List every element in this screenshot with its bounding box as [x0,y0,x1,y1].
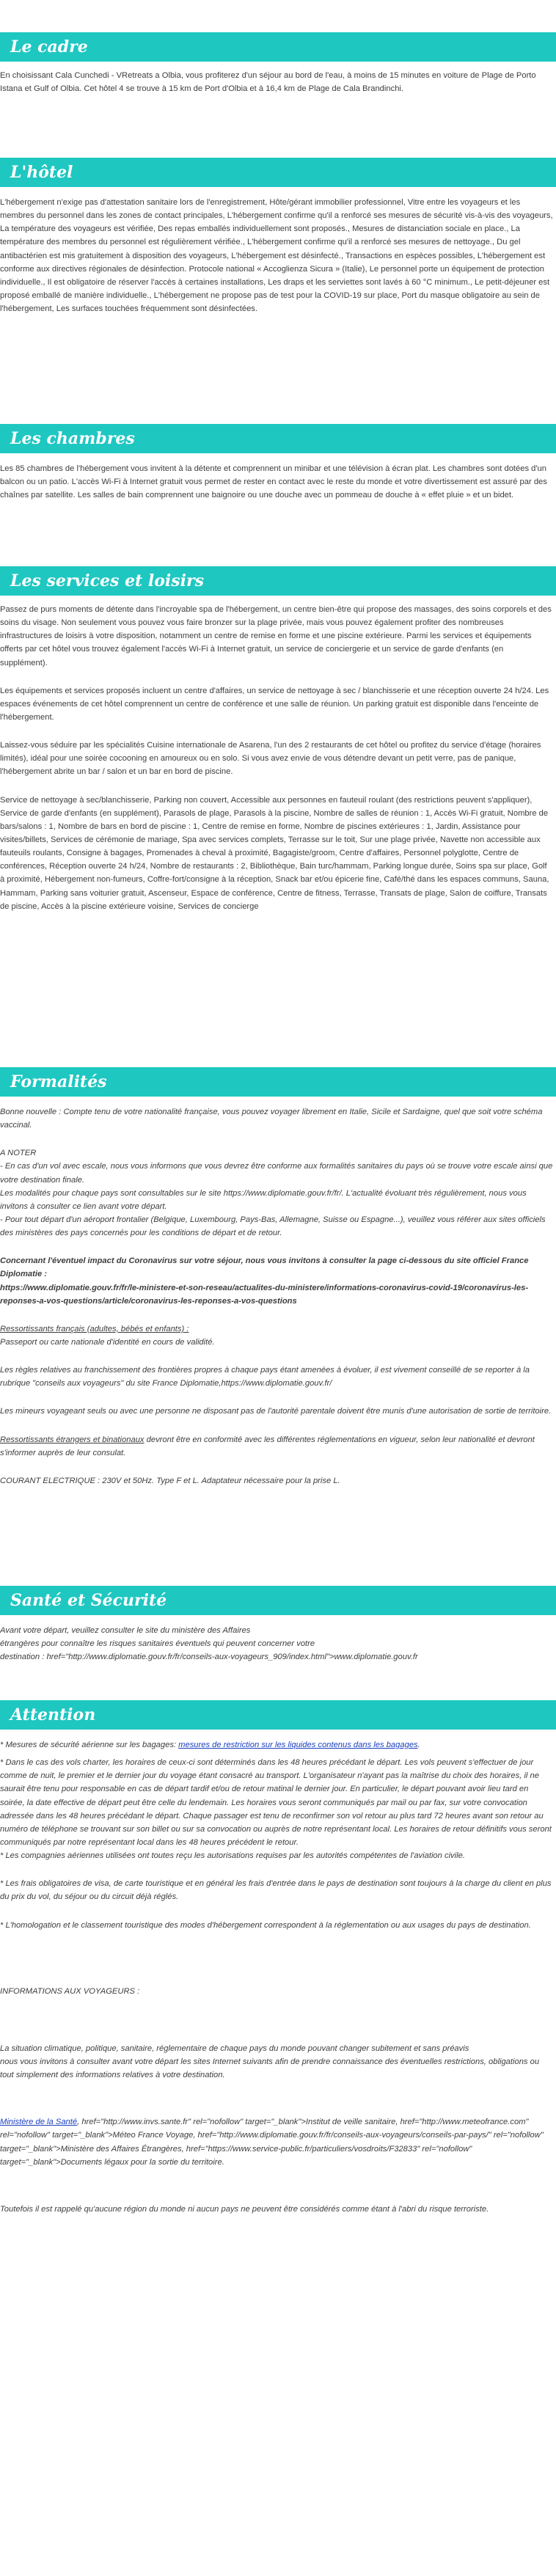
attention-charter: * Dans le cas des vols charter, les horaires de ceux-ci sont déterminés dans les 48 heures précédant le départ. Les vols peuvent s'effectuer de jour comme de nuit, le premier et le dernier jour du voyage étant consacré au transport. L'organisateur n'ayant pas la maîtrise du choix des horaires, il ne saurait être tenu pour responsable en cas de départ tardif et/ou de retour matinal le dernier jour. En particulier, le départ pouvant avoir lieu tard en soirée, la date effective de départ peut être celle du lendemain. Les horaires vous seront communiqués par mail ou par fax, sur votre convocation adressée dans les 48 heures précédant le départ. Chaque passager est tenu de reconfirmer son vol retour au plus tard 72 heures avant son retour au numéro de téléphone se trouvant sur son billet ou sur sa convocation ou auprès de notre représentant local. Les horaires de retour définitifs vous seront communiqués par notre représentant local dans les 48 heures précédent le retour. * Les compagnies aériennes utilisées ont toutes reçu les autorisations requises par les autorités compétentes de l'aviation civile. [0,1758,552,1861]
section-title-chambres: Les chambres [10,429,135,448]
formalites-foreigners-text: devront être en conformité avec les différentes réglementations en vigueur, selon leur nationalité et devront s'informer auprès de leur consulat. [0,1435,535,1457]
attention-info-heading: INFORMATIONS AUX VOYAGEURS : [0,1986,140,1996]
formalites-note: A NOTER - En cas d'un vol avec escale, nous vous informons que vous devrez être conforme aux formalités sanitaires du pays où se trouve votre escale ainsi que votre destination finale. Les modalités pour chaque pays sont consultables sur le site https://www.diplomatie.gouv.fr/fr/. L'actualité évoluant très régulièrement, nous vous invitons à consulter ce lien avant votre départ. - Pour tout départ d'un aéroport frontalier (Belgique, Luxembourg, Pays-Bas, Allemagne, Suisse ou Espagne...), veuillez vous référer aux sites officiels des ministères des pays concernés pour les conditions de départ et de retour. [0,1149,553,1238]
formalites-paragraph: Les mineurs voyageant seuls ou avec une personne ne disposant pas de l'autorité parentale doivent être munis d'une autorisation de sortie de territoire. [0,1407,552,1416]
attention-baggage-prefix: * Mesures de sécurité aérienne sur les bagages: [0,1741,179,1749]
formalites-foreigners-label: Ressortissants étrangers et binationaux [0,1435,145,1444]
section-title-cadre: Le cadre [10,37,88,56]
attention-links-text: , href="http://www.invs.sante.fr" rel="nofollow" target="_blank">Institut de veille sanitaire, href="http://www.meteofrance.com" rel="nofollow" target="_blank">Méteo France Voyage, href="http://www.diplomatie.gouv.fr/fr/conseils-aux-voyageurs/conseils-par-pays/" rel="nofollow" target="_blank">Ministère des Affaires Étrangères, href="https://www.service-public.fr/particuliers/vosdroits/F32833" rel="nofollow" target="_blank">Documents légaux pour la sortie du territoire. [0,2118,544,2167]
services-paragraph: Laissez-vous séduire par les spécialités Cuisine internationale de Asarena, l'un des 2 restaurants de cet hôtel ou profitez du service d'étage (horaires limités), idéal pour une soirée cocooning en amoureux ou en solo. Si vous avez envie de vous détendre devant un petit verre, pas de panique, l'hébergement abrite un bar / salon et un bar en bord de piscine. [0,741,541,777]
formalites-documents-text: Passeport ou carte nationale d'identité en cours de validité. [0,1337,215,1347]
attention-links [0,2115,553,2169]
hotel-text: L'hébergement n'exige pas d'attestation sanitaire lors de l'enregistrement, Hôte/gérant immobilier professionnel, Vitre entre les voyageurs et les membres du personnel dans les zones de contact principales, L'hébergement confirme qu'il a renforcé ses mesures de sécurité vis-à-vis des voyageurs, La température des voyageurs est vérifiée, Des repas emballés individuellement sont proposés., Mesures de distanciation sociale en place., La température des membres du personnel est régulièrement vérifiée., L'hébergement confirme qu'il a renforcé ses mesures de nettoyage., Du gel antibactérien est mis gratuitement à disposition des voyageurs, L'hébergement est désinfecté., Transactions en espèces possibles, L'hébergement est conforme aux directives régionales de désinfection. Protocole national « Accoglienza Sicura » (Italie), Le personnel porte un équipement de protection individuelle., Il est obligatoire de réserver l'accès à certaines installations, Les draps et les serviettes sont lavés à 60 °C minimum., Le petit-déjeuner est proposé emballé de manière individuelle., L'hébergement ne propose pas de test pour la COVID-19 sur place, Port du masque obligatoire au sein de l'hébergement, Les surfaces touchées fréquemment sont désinfectées. [0,198,553,314]
formalites-documents-label: Ressortissants français (adultes, bébés et enfants) : [0,1324,189,1333]
formalites-foreigners [0,1433,553,1460]
attention-terrorism: Toutefois il est rappelé qu'aucune région du monde ni aucun pays ne peuvent être considérés comme étant à l'abri du risque terroriste. [0,2204,489,2214]
section-title-hotel: L'hôtel [10,163,73,182]
attention-situation: La situation climatique, politique, sanitaire, réglementaire de chaque pays du monde pouvant changer subitement et sans préavis nous vous invitons à consulter avant votre départ les sites Internet suivants afin de prendre connaissance des éventuelles restrictions, obligations ou tout simplement des informations relatives à votre destination. [0,2043,540,2080]
section-header-hotel [0,158,556,187]
section-body-services [0,603,553,918]
liquid-restrictions-link[interactable]: mesures de restriction sur les liquides contenus dans les bagages [178,1741,418,1749]
cadre-text: En choisissant Cala Cunchedi - VRetreats a Olbia, vous profiterez d'un séjour au bord de l'eau, à moins de 15 minutes en voiture de Plage de Porto Istana et Gulf of Olbia. Cet hôtel 4 se trouve à 15 km de Port d'Olbia et à 16,4 km de Plage de Cala Brandinchi. [0,71,536,94]
section-header-chambres [0,424,556,453]
section-body-attention [0,1738,553,2220]
services-amenities-list: Service de nettoyage à sec/blanchisserie, Parking non couvert, Accessible aux personnes en fauteuil roulant (des restrictions peuvent s'appliquer), Service de garde d'enfants (en supplément), Parasols de plage, Parasols à la piscine, Nombre de salles de réunion : 1, Accès Wi-Fi gratuit, Nombre de bars/salons : 1, Nombre de bars en bord de piscine : 1, Centre de remise en forme, Nombre de piscines extérieures : 1, Jardin, Assistance pour visites/billets, Services de cérémonie de mariage, Spa avec services complets, Terrasse sur le toit, Sur une plage privée, Navette non accessible aux fauteuils roulants, Consigne à bagages, Promenades à cheval à proximité, Bagagiste/groom, Centre d'affaires, Personnel polyglotte, Centre de conférences, Réception ouverte 24 h/24, Nombre de restaurants : 2, Bibliothèque, Bain turc/hammam, Parking longue durée, Soins spa sur place, Golf à proximité, Hébergement non-fumeurs, Coffre-fort/consigne à la réception, Snack bar et/ou épicerie fine, Café/thé dans les espaces communs, Sauna, Hammam, Parking sans voiturier gratuit, Ascenseur, Espace de conférence, Centre de fitness, Terrasse, Transats de plage, Salon de coiffure, Transats de piscine, Accès à la piscine extérieure voisine, Services de concierge [0,795,549,911]
section-body-sante [0,1624,553,1668]
section-title-formalites: Formalités [10,1072,107,1091]
section-header-formalites [0,1067,556,1097]
services-paragraph: Passez de purs moments de détente dans l'incroyable spa de l'hébergement, un centre bien-être qui propose des massages, des soins corporels et des soins du visage. Non seulement vous pouvez vous faire bronzer sur la plage privée, mais vous pouvez également profiter des nombreuses infrastructures de loisirs à votre disposition, notamment un centre de remise en forme et une piscine extérieure. Parmi les services et équipements offerts par cet hôtel vous trouvez également l'accès Wi-Fi à Internet gratuit, un service de conciergerie et un service de garde d'enfants (en supplément). [0,605,552,667]
section-body-chambres [0,462,553,506]
section-header-services [0,566,556,596]
section-body-formalites [0,1105,553,1492]
ministere-sante-link[interactable]: Ministère de la Santé [0,2118,78,2127]
attention-baggage [0,1738,553,1752]
formalites-documents [0,1322,553,1349]
section-body-hotel [0,196,553,320]
formalites-paragraph: Les règles relatives au franchissement des frontières propres à chaque pays étant amenées à évoluer, il est vivement conseillé de se reporter à la rubrique "conseils aux voyageurs" du site France Diplomatie,https://www.diplomatie.gouv.fr/ [0,1366,530,1388]
chambres-text: Les 85 chambres de l'hébergement vous invitent à la détente et comprennent un minibar et une télévision à écran plat. Les chambres sont dotées d'un balcon ou un patio. L'accès Wi-Fi à Internet gratuit vous permet de rester en contact avec le reste du monde et votre divertissement est assuré par des chaînes par satellite. Les salles de bain comprennent une baignoire ou une douche avec un pommeau de douche à « effet pluie » et un bidet. [0,464,547,500]
section-title-attention: Attention [10,1705,96,1724]
attention-baggage-suffix: . [417,1741,420,1749]
section-header-cadre [0,32,556,62]
section-header-sante [0,1586,556,1615]
section-body-cadre [0,69,553,100]
formalites-paragraph: Bonne nouvelle : Compte tenu de votre nationalité française, vous pouvez voyager librement en Italie, Sicile et Sardaigne, quel que soit votre schéma vaccinal. [0,1108,543,1130]
attention-homologation: * L'homologation et le classement touristique des modes d'hébergement correspondent à la réglementation ou aux usages du pays de destination. [0,1920,531,1930]
formalites-electric: COURANT ELECTRIQUE : 230V et 50Hz. Type F et L. Adaptateur nécessaire pour la prise L. [0,1476,340,1485]
section-title-services: Les services et loisirs [10,571,204,590]
attention-visa: * Les frais obligatoires de visa, de carte touristique et en général les frais d'entrée dans le pays de destination sont toujours à la charge du client en plus du prix du vol, du séjour ou du circuit déjà réglés. [0,1879,552,1902]
sante-text: Avant votre départ, veuillez consulter le site du ministère des Affaires étrangères pour connaître les risques sanitaires éventuels qui peuvent concerner votre destination : href="http://www.diplomatie.gouv.fr/fr/conseils-aux-voyageurs_909/index.html">www.diplomatie.gouv.fr [0,1626,418,1662]
formalites-coronavirus-link[interactable]: Concernant l'éventuel impact du Coronavirus sur votre séjour, nous vous invitons à consulter la page ci-dessous du site officiel France Diplomatie : https://www.diplomatie.gouv.fr/fr/le-ministere-et-son-reseau/actualites-du-ministere/informations-coronavirus-covid-19/coronavirus-les-reponses-a-vos-questions/article/coronavirus-les-reponses-a-vos-questions [0,1256,529,1306]
section-header-attention [0,1700,556,1730]
services-paragraph: Les équipements et services proposés incluent un centre d'affaires, un service de nettoyage à sec / blanchisserie et une réception ouverte 24 h/24. Les espaces événements de cet hôtel comprennent un centre de conférence et une salle de réunion. Un parking gratuit est disponible dans l'enceinte de l'hébergement. [0,686,549,722]
section-title-sante: Santé et Sécurité [10,1591,167,1610]
